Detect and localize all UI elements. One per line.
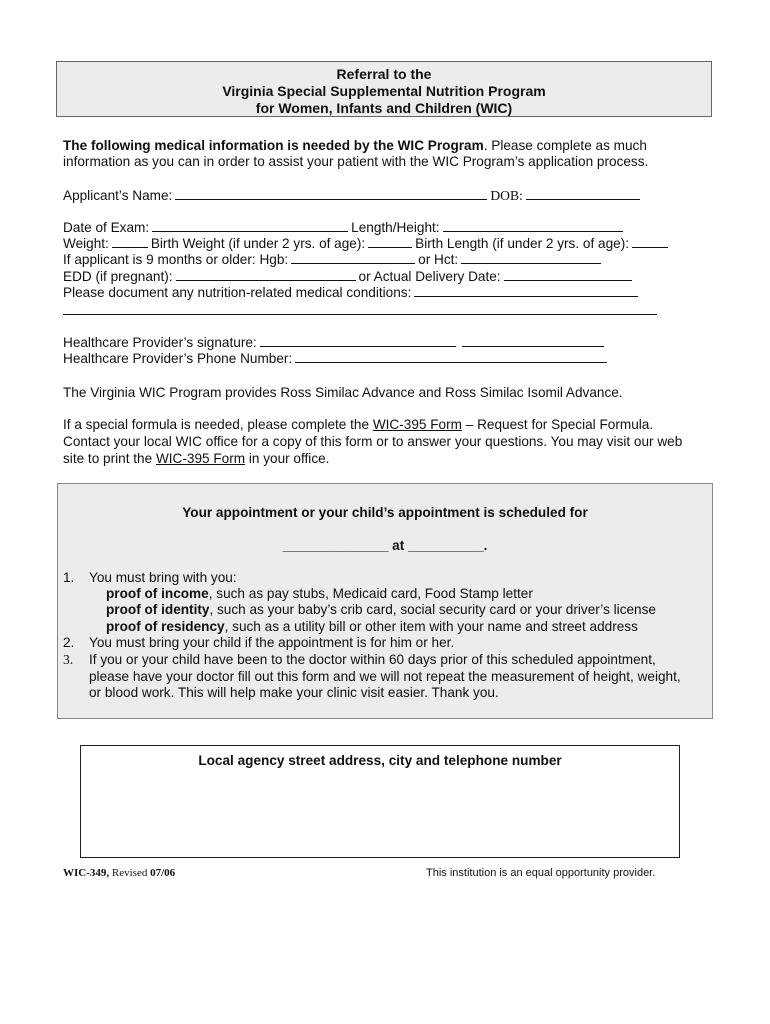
wic-395-link[interactable]: WIC-395 Form <box>372 417 462 432</box>
length-height-label: Length/Height: <box>351 220 440 235</box>
form-title-box <box>56 61 712 117</box>
edd-row <box>63 268 635 285</box>
date-of-exam-field[interactable] <box>152 219 348 232</box>
provider-signature-label: Healthcare Provider’s signature: <box>63 335 257 350</box>
special-text-a: If a special formula is needed, please complete the <box>63 417 373 432</box>
special-formula-line-3 <box>63 450 329 467</box>
birth-weight-field[interactable] <box>368 235 412 248</box>
provider-phone-row <box>63 350 610 367</box>
provider-signature-field[interactable] <box>260 334 456 347</box>
weight-field[interactable] <box>112 235 148 248</box>
special-text-b: – Request for Special Formula. <box>461 417 654 432</box>
birth-length-label: Birth Length (if under 2 yrs. of age): <box>415 236 630 251</box>
residency-text: , such as a utility bill or other item with your name and street address <box>224 619 638 634</box>
proof-of-residency <box>106 618 638 635</box>
special-text-c: site to print the <box>63 451 156 466</box>
hgb-row <box>63 251 604 268</box>
appointment-datetime-field[interactable]: ______________ at __________. <box>282 538 488 553</box>
intro-rest: . Please complete as much <box>483 138 647 153</box>
applicant-row <box>63 187 643 204</box>
income-label: proof of income <box>106 586 209 601</box>
birth-length-field[interactable] <box>632 235 668 248</box>
special-formula-line-2: Contact your local WIC office for a copy of this form or to answer your questions. You may visit our web <box>63 434 683 449</box>
provider-phone-label: Healthcare Provider’s Phone Number: <box>63 351 293 366</box>
weight-label: Weight: <box>63 236 109 251</box>
identity-label: proof of identity <box>106 602 210 617</box>
intro-line-2: information as you can in order to assist your patient with the WIC Program’s application process. <box>63 154 649 169</box>
conditions-field[interactable] <box>414 284 638 297</box>
title-line-3: for Women, Infants and Children (WIC) <box>255 100 513 116</box>
residency-label: proof of residency <box>106 619 225 634</box>
item-1-number: 1. <box>63 570 75 585</box>
birth-weight-label: Birth Weight (if under 2 yrs. of age): <box>150 236 366 251</box>
actual-delivery-field[interactable] <box>504 268 632 281</box>
identity-text: , such as your baby’s crib card, social security card or your driver’s license <box>209 602 656 617</box>
conditions-field-line-2[interactable] <box>63 314 657 315</box>
equal-opportunity-statement: This institution is an equal opportunity provider. <box>426 867 656 879</box>
item-2-number: 2. <box>63 635 75 650</box>
form-id <box>63 865 175 882</box>
length-height-field[interactable] <box>443 219 623 232</box>
revision-date: 07/06 <box>150 867 176 879</box>
item-3-line-1: If you or your child have been to the doctor within 60 days prior of this scheduled appointment, <box>89 652 656 667</box>
hgb-label: If applicant is 9 months or older: Hgb: <box>63 252 289 267</box>
item-3-line-3: or blood work. This will help make your clinic visit easier. Thank you. <box>89 685 499 700</box>
hct-field[interactable] <box>461 251 601 264</box>
dob-label: DOB: <box>490 188 523 203</box>
edd-label: EDD (if pregnant): <box>63 269 173 284</box>
provider-signature-row <box>63 334 607 351</box>
date-of-exam-label: Date of Exam: <box>63 220 150 235</box>
applicant-name-field[interactable] <box>175 187 487 200</box>
actual-delivery-label: or Actual Delivery Date: <box>358 269 501 284</box>
item-3-number: 3. <box>63 652 74 667</box>
wic-395-link-2[interactable]: WIC-395 Form <box>155 451 246 466</box>
conditions-row <box>63 284 641 301</box>
appointment-heading: Your appointment or your child’s appointment is scheduled for <box>182 505 588 520</box>
applicant-name-label: Applicant’s Name: <box>63 188 173 203</box>
edd-field[interactable] <box>176 268 356 281</box>
revised-label: Revised <box>109 867 151 879</box>
form-number: WIC-349, <box>63 867 110 879</box>
agency-heading: Local agency street address, city and telephone number <box>198 753 562 768</box>
proof-of-income <box>106 585 533 602</box>
item-2-text: You must bring your child if the appointment is for him or her. <box>89 635 455 650</box>
provider-signature-date-field[interactable] <box>462 334 604 347</box>
title-line-2: Virginia Special Supplemental Nutrition Program <box>222 83 546 99</box>
formula-text: The Virginia WIC Program provides Ross Similac Advance and Ross Similac Isomil Advance. <box>63 385 623 400</box>
provider-phone-field[interactable] <box>295 350 607 363</box>
proof-of-identity <box>106 601 656 618</box>
intro-line-1 <box>63 137 647 154</box>
intro-bold: The following medical information is needed by the WIC Program <box>63 138 484 153</box>
special-formula-line-1 <box>63 416 653 433</box>
special-text-d: in your office. <box>245 451 330 466</box>
conditions-label: Please document any nutrition-related medical conditions: <box>63 285 412 300</box>
exam-row <box>63 219 626 236</box>
weight-row <box>63 235 671 252</box>
income-text: , such as pay stubs, Medicaid card, Food Stamp letter <box>208 586 533 601</box>
item-3-line-2: please have your doctor fill out this form and we will not repeat the measurement of height, weight, <box>89 669 681 684</box>
item-1-text: You must bring with you: <box>89 570 237 585</box>
hgb-field[interactable] <box>291 251 415 264</box>
dob-field[interactable] <box>526 187 640 200</box>
title-line-1: Referral to the <box>336 66 432 82</box>
hct-label: or Hct: <box>418 252 459 267</box>
